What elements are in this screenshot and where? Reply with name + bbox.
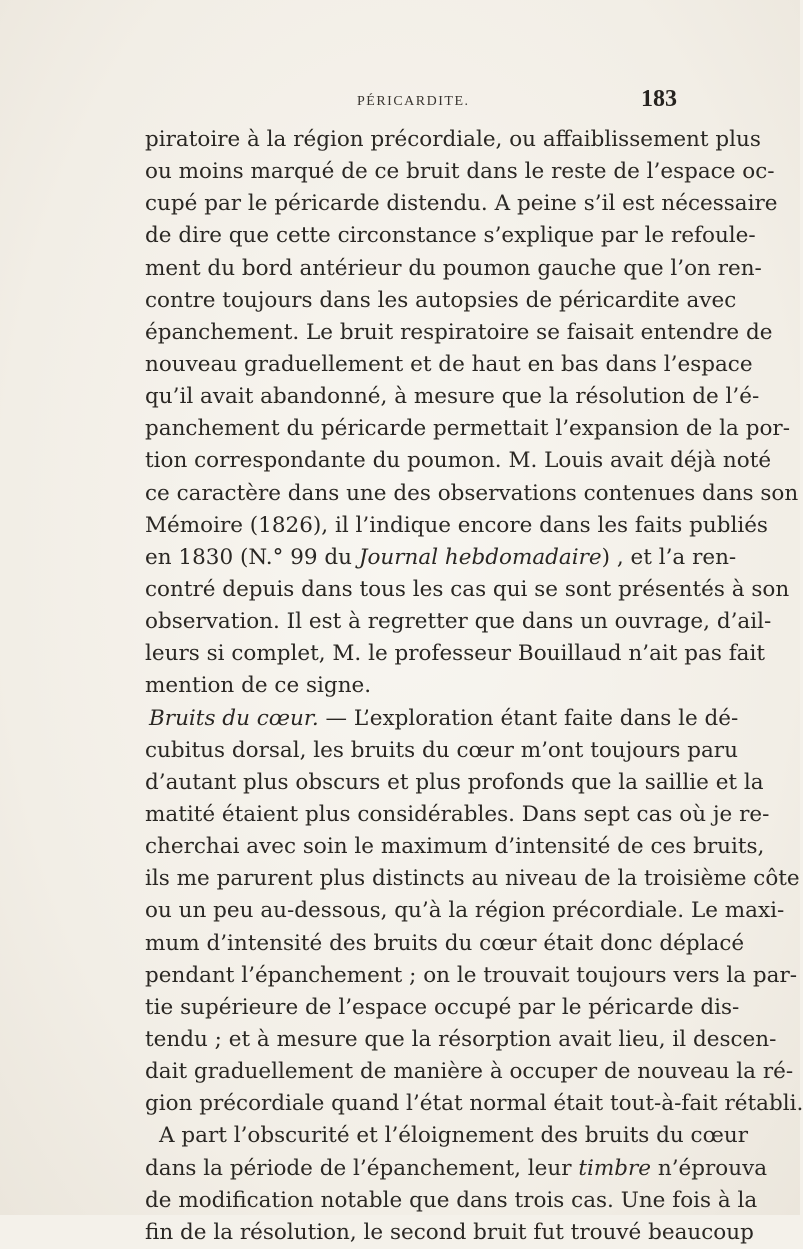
italic-run: Bruits du cœur.	[149, 705, 319, 731]
text-line	[145, 285, 737, 317]
text-line	[145, 638, 765, 670]
text-line	[145, 670, 677, 702]
text-run: ment du bord antérieur du poumon gauche que l’on ren-	[145, 255, 762, 281]
italic-run: Journal hebdomadaire	[358, 544, 602, 570]
text-line	[145, 831, 765, 863]
text-line	[145, 928, 745, 960]
text-line	[145, 606, 772, 638]
text-run: matité étaient plus considérables. Dans sept cas où je re-	[145, 801, 770, 827]
text-line	[145, 413, 790, 445]
text-run: panchement du péricarde permettait l’expansion de la por-	[145, 416, 790, 442]
text-line	[145, 1024, 777, 1056]
text-run: tendu ; et à mesure que la résorption avait lieu, il descen-	[145, 1026, 777, 1052]
text-line	[145, 863, 800, 895]
text-run: de modification notable que dans trois cas. Une fois à la	[145, 1187, 758, 1213]
text-run: ) , et l’a ren-	[601, 544, 737, 570]
text-line	[145, 1088, 803, 1120]
text-run: pendant l’épanchement ; on le trouvait toujours vers la par-	[145, 962, 798, 988]
text-line	[145, 895, 785, 927]
page-number: 183	[641, 86, 677, 112]
text-run: cupé par le péricarde distendu. A peine s’il est nécessaire	[145, 191, 778, 217]
text-line	[145, 542, 737, 574]
text-line	[145, 767, 764, 799]
text-run: dans la période de l’épanchement, leur	[145, 1155, 579, 1181]
text-run: d’autant plus obscurs et plus profonds que la saillie et la	[145, 769, 764, 795]
text-run: ce caractère dans une des observations contenues dans son	[145, 480, 799, 506]
text-line	[145, 992, 740, 1024]
text-line	[145, 253, 762, 285]
text-line	[145, 156, 775, 188]
text-line	[145, 317, 773, 349]
text-line	[145, 1217, 754, 1249]
text-run: — L’exploration étant faite dans le dé-	[318, 705, 739, 731]
text-line	[145, 124, 761, 156]
text-run: ou moins marqué de ce bruit dans le reste de l’espace oc-	[145, 159, 775, 185]
text-run: épanchement. Le bruit respiratoire se faisait entendre de	[145, 319, 773, 345]
text-line	[145, 188, 778, 220]
text-line	[145, 735, 738, 767]
text-run: n’éprouva	[651, 1155, 768, 1181]
text-line	[145, 1056, 794, 1088]
text-line	[145, 703, 739, 735]
text-run: gion précordiale quand l’état normal était tout-à-fait rétabli.	[145, 1091, 803, 1117]
text-run: qu’il avait abandonné, à mesure que la résolution de l’é-	[145, 384, 760, 410]
text-line	[145, 445, 772, 477]
text-line	[145, 799, 770, 831]
text-run: mention de ce signe.	[145, 673, 372, 699]
text-line	[145, 1185, 758, 1217]
text-run: contré depuis dans tous les cas qui se sont présentés à son	[145, 576, 790, 602]
text-run: fin de la résolution, le second bruit fut trouvé beaucoup	[145, 1219, 754, 1245]
page-header	[145, 86, 677, 116]
text-line	[145, 1153, 768, 1185]
text-run: nouveau graduellement et de haut en bas dans l’espace	[145, 351, 753, 377]
text-run: mum d’intensité des bruits du cœur était donc déplacé	[145, 930, 745, 956]
text-run: ils me parurent plus distincts au niveau de la troisième côte	[145, 866, 800, 892]
text-run: cherchai avec soin le maximum d’intensité de ces bruits,	[145, 834, 765, 860]
text-run: piratoire à la région précordiale, ou affaiblissement plus	[145, 127, 761, 152]
running-head: PÉRICARDITE.	[357, 94, 470, 109]
text-line	[145, 510, 768, 542]
text-line	[145, 381, 760, 413]
text-line	[145, 574, 790, 606]
text-line	[145, 478, 799, 510]
text-line	[145, 349, 753, 381]
text-run: Mémoire (1826), il l’indique encore dans les faits publiés	[145, 512, 768, 538]
text-run: dait graduellement de manière à occuper de nouveau la ré-	[145, 1059, 794, 1085]
text-run: leurs si complet, M. le professeur Bouillaud n’ait pas fait	[145, 641, 765, 667]
text-run: tion correspondante du poumon. M. Louis avait déjà noté	[145, 448, 772, 474]
italic-run: timbre	[578, 1155, 652, 1181]
body-text	[145, 124, 803, 1249]
text-run: de dire que cette circonstance s’explique par le refoule-	[145, 223, 756, 249]
text-run: tie supérieure de l’espace occupé par le péricarde dis-	[145, 994, 740, 1020]
text-run: cubitus dorsal, les bruits du cœur m’ont toujours paru	[145, 737, 738, 763]
text-run: en 1830 (N.° 99 du	[145, 544, 359, 570]
text-run: A part l’obscurité et l’éloignement des bruits du cœur	[159, 1123, 748, 1149]
text-run: contre toujours dans les autopsies de péricardite avec	[145, 287, 737, 313]
text-line	[145, 220, 756, 252]
text-line	[145, 1120, 748, 1152]
text-line	[145, 960, 798, 992]
text-run: ou un peu au-dessous, qu’à la région précordiale. Le maxi-	[145, 898, 785, 924]
text-run: observation. Il est à regretter que dans un ouvrage, d’ail-	[145, 609, 772, 635]
